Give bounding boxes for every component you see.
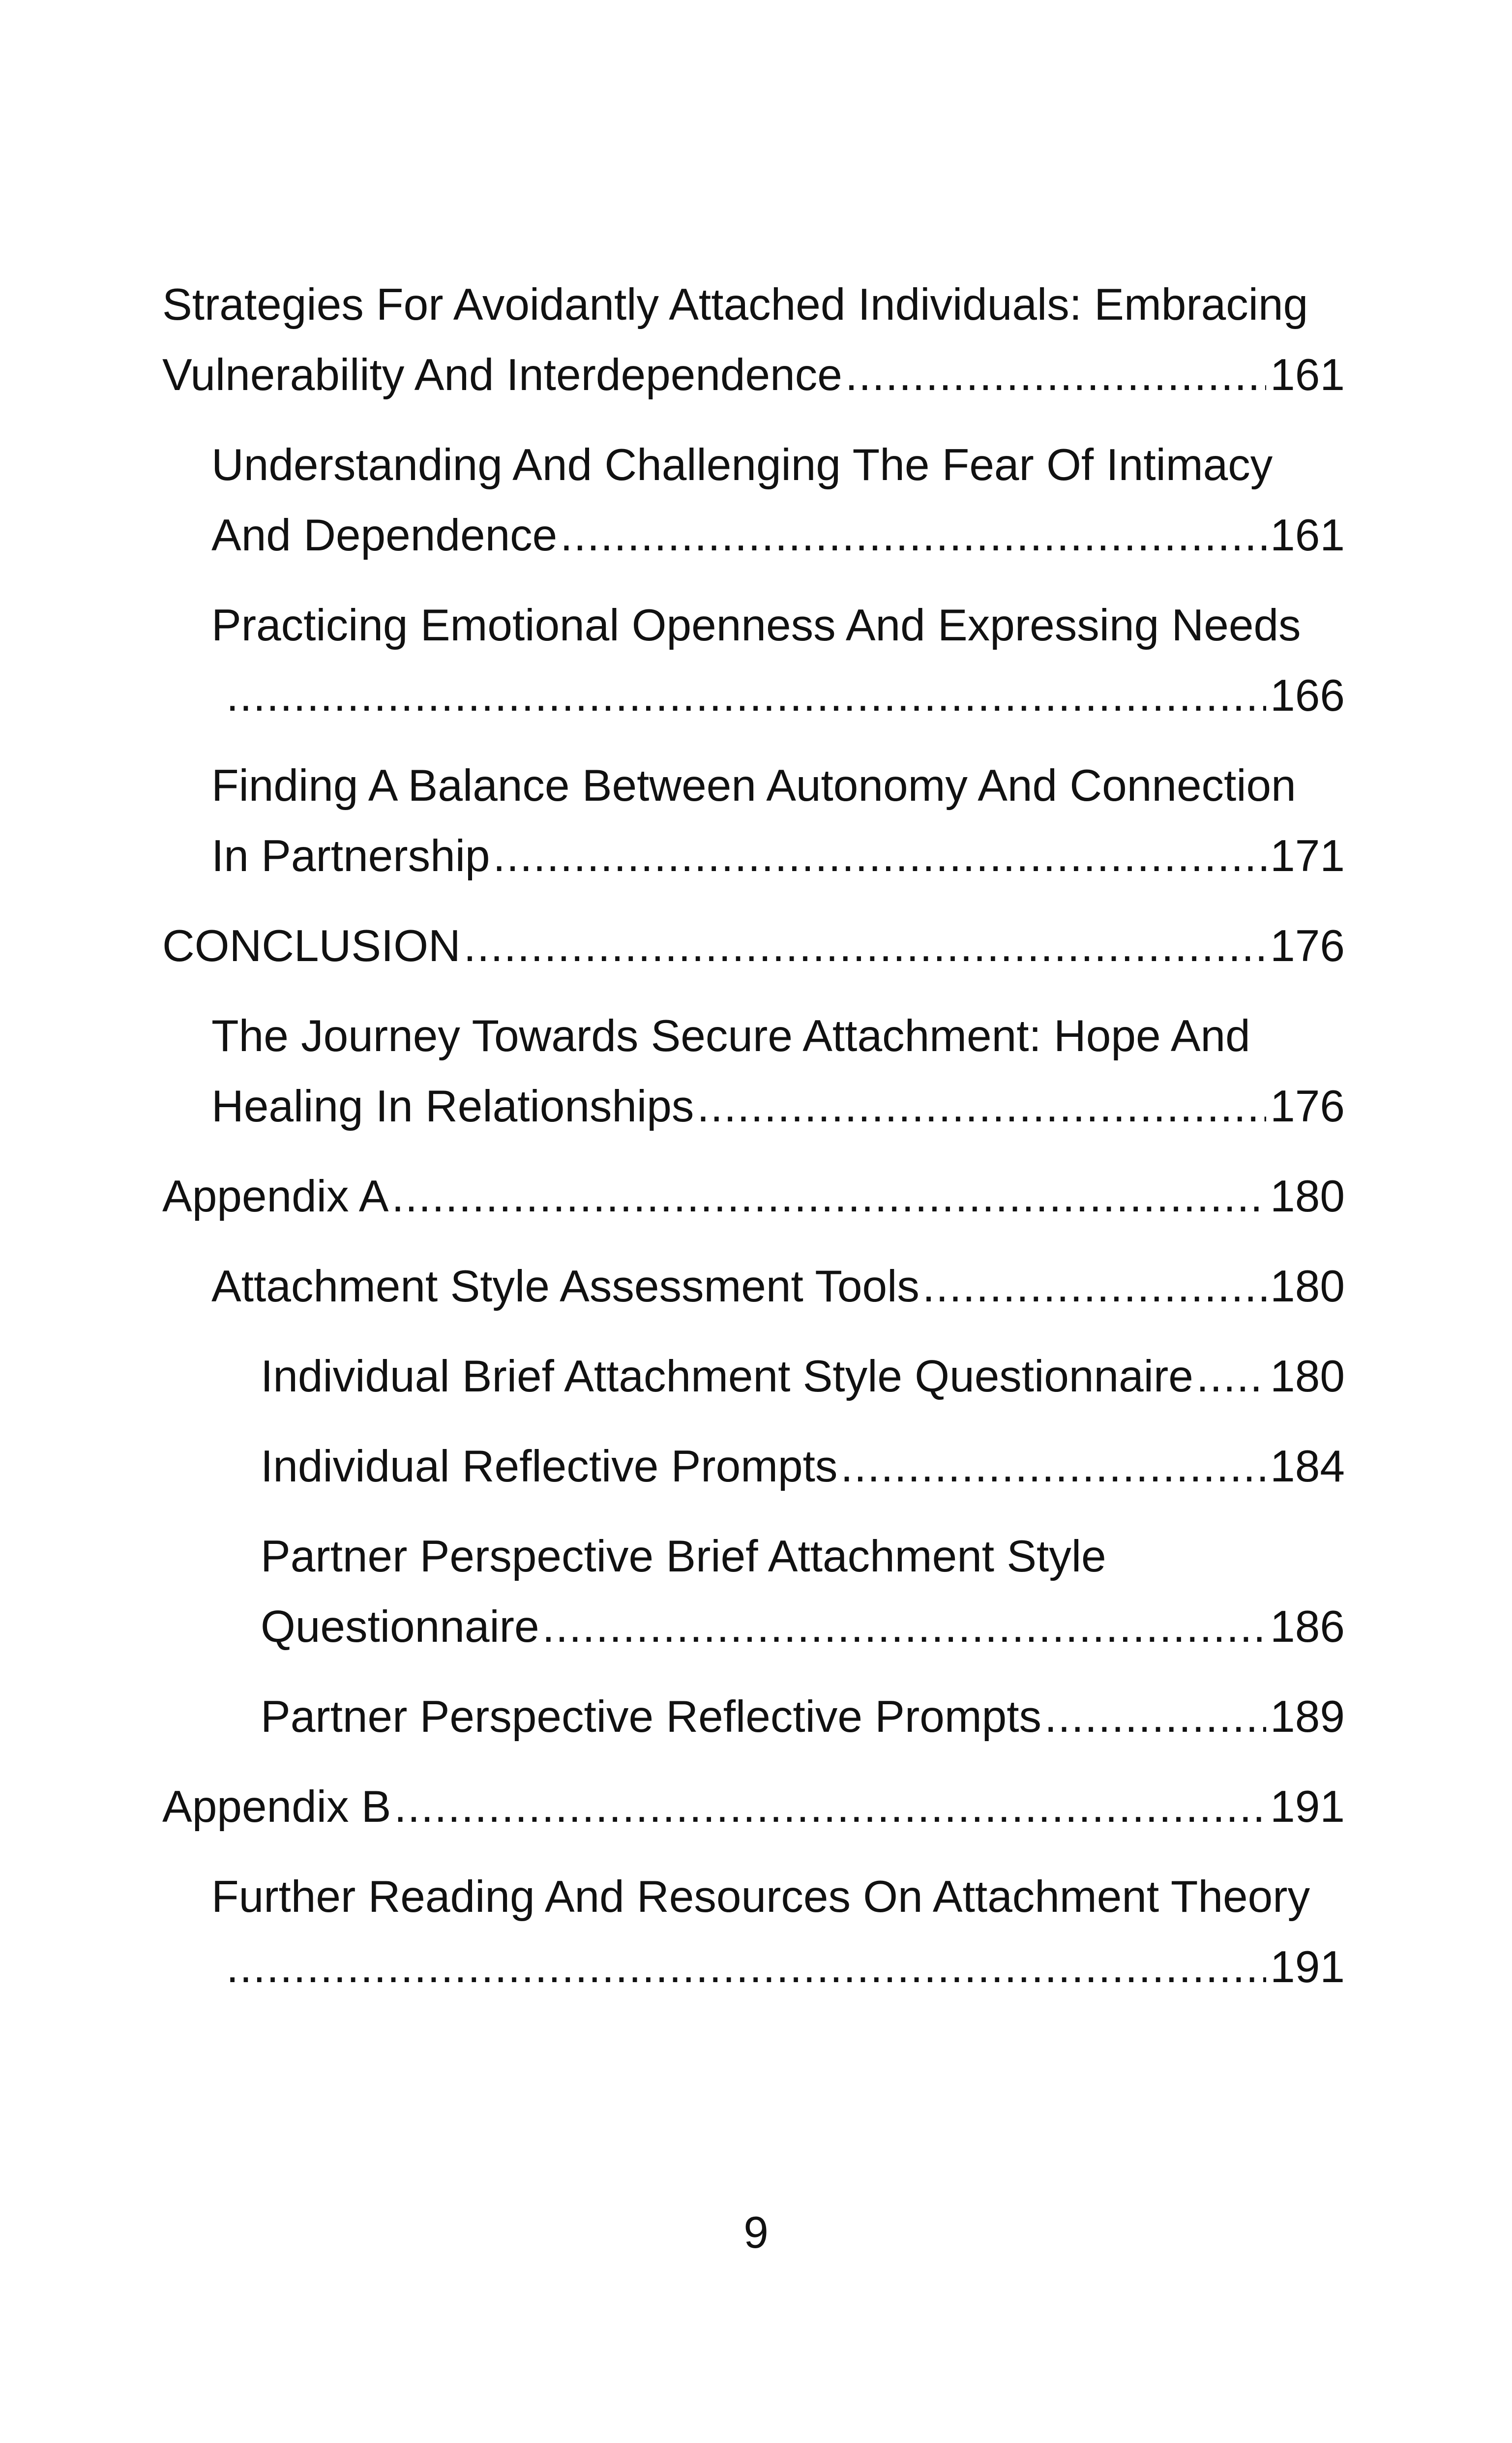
toc-page-number: 184 (1270, 1442, 1345, 1491)
toc-entry-title-line: Partner Perspective Brief Attachment Style (261, 1532, 1106, 1581)
toc-entry-further-reading[interactable] (162, 1862, 1345, 2002)
toc-page-number: 176 (1270, 1082, 1345, 1131)
toc-entry-title-line: Attachment Style Assessment Tools (211, 1262, 919, 1311)
toc-entry-assessment-tools[interactable] (162, 1251, 1345, 1322)
toc-entry-fear-of-intimacy[interactable] (162, 430, 1345, 571)
toc-entry-appendix-a[interactable] (162, 1161, 1345, 1232)
toc-page-number: 161 (1270, 350, 1345, 400)
toc-entry-title-line: In Partnership (211, 831, 490, 881)
toc-entry-avoidant-strategies[interactable] (162, 270, 1345, 410)
toc-entry-title-line: Individual Reflective Prompts (261, 1442, 838, 1491)
toc-entry-title-line: Healing In Relationships (211, 1082, 694, 1131)
toc-page-number: 166 (1270, 671, 1345, 721)
toc-entry-title-line: CONCLUSION (162, 921, 461, 971)
toc-page-number: 180 (1270, 1262, 1345, 1311)
toc-entry-title-line: Appendix A (162, 1172, 389, 1221)
page-number: 9 (743, 2208, 769, 2258)
toc-entry-title-line: Strategies For Avoidantly Attached Individuals: Embracing (162, 280, 1308, 330)
toc-entry-partner-questionnaire[interactable] (162, 1521, 1345, 1662)
toc-entry-title-line: Partner Perspective Reflective Prompts (261, 1692, 1042, 1742)
toc-entry-partner-prompts[interactable] (162, 1682, 1345, 1752)
dot-leader (840, 1431, 1266, 1502)
dot-leader (226, 661, 1266, 731)
toc-page-number: 161 (1270, 511, 1345, 560)
dot-leader (464, 911, 1266, 981)
toc-entry-title-line: Questionnaire (261, 1602, 539, 1652)
dot-leader (922, 1251, 1266, 1322)
toc-page-number: 189 (1270, 1692, 1345, 1742)
dot-leader (1044, 1682, 1266, 1752)
toc-entry-individual-questionnaire[interactable] (162, 1341, 1345, 1412)
toc-entry-title-line: Individual Brief Attachment Style Questionnaire (261, 1352, 1193, 1401)
toc-entry-conclusion[interactable] (162, 911, 1345, 981)
toc-page-number: 176 (1270, 921, 1345, 971)
toc-entry-autonomy-connection[interactable] (162, 751, 1345, 891)
toc-page-number: 180 (1270, 1172, 1345, 1221)
toc-entry-title-line: Vulnerability And Interdependence (162, 350, 842, 400)
table-of-contents (162, 270, 1345, 2022)
dot-leader (560, 500, 1266, 571)
dot-leader (845, 340, 1266, 410)
toc-entry-secure-attachment-journey[interactable] (162, 1001, 1345, 1142)
toc-entry-title-line: Appendix B (162, 1782, 391, 1832)
toc-entry-title-line: Practicing Emotional Openness And Expressing Needs (211, 601, 1301, 650)
toc-entry-title-line: Further Reading And Resources On Attachment Theory (211, 1872, 1310, 1922)
dot-leader (394, 1772, 1266, 1842)
toc-page-number: 180 (1270, 1352, 1345, 1401)
toc-page-number: 191 (1270, 1782, 1345, 1832)
toc-entry-title-line: Finding A Balance Between Autonomy And Connection (211, 761, 1296, 811)
toc-page-number: 191 (1270, 1942, 1345, 1992)
dot-leader (391, 1161, 1266, 1232)
toc-entry-appendix-b[interactable] (162, 1772, 1345, 1842)
toc-page-number: 186 (1270, 1602, 1345, 1652)
dot-leader (226, 1932, 1266, 2002)
dot-leader (697, 1071, 1266, 1142)
dot-leader (542, 1592, 1267, 1662)
dot-leader (1196, 1341, 1266, 1412)
toc-entry-title-line: Understanding And Challenging The Fear Of Intimacy (211, 440, 1273, 490)
toc-entry-individual-prompts[interactable] (162, 1431, 1345, 1502)
toc-entry-title-line: The Journey Towards Secure Attachment: Hope And (211, 1011, 1250, 1061)
toc-page-number: 171 (1270, 831, 1345, 881)
toc-entry-emotional-openness[interactable] (162, 590, 1345, 731)
dot-leader (493, 821, 1267, 891)
toc-entry-title-line: And Dependence (211, 511, 558, 560)
